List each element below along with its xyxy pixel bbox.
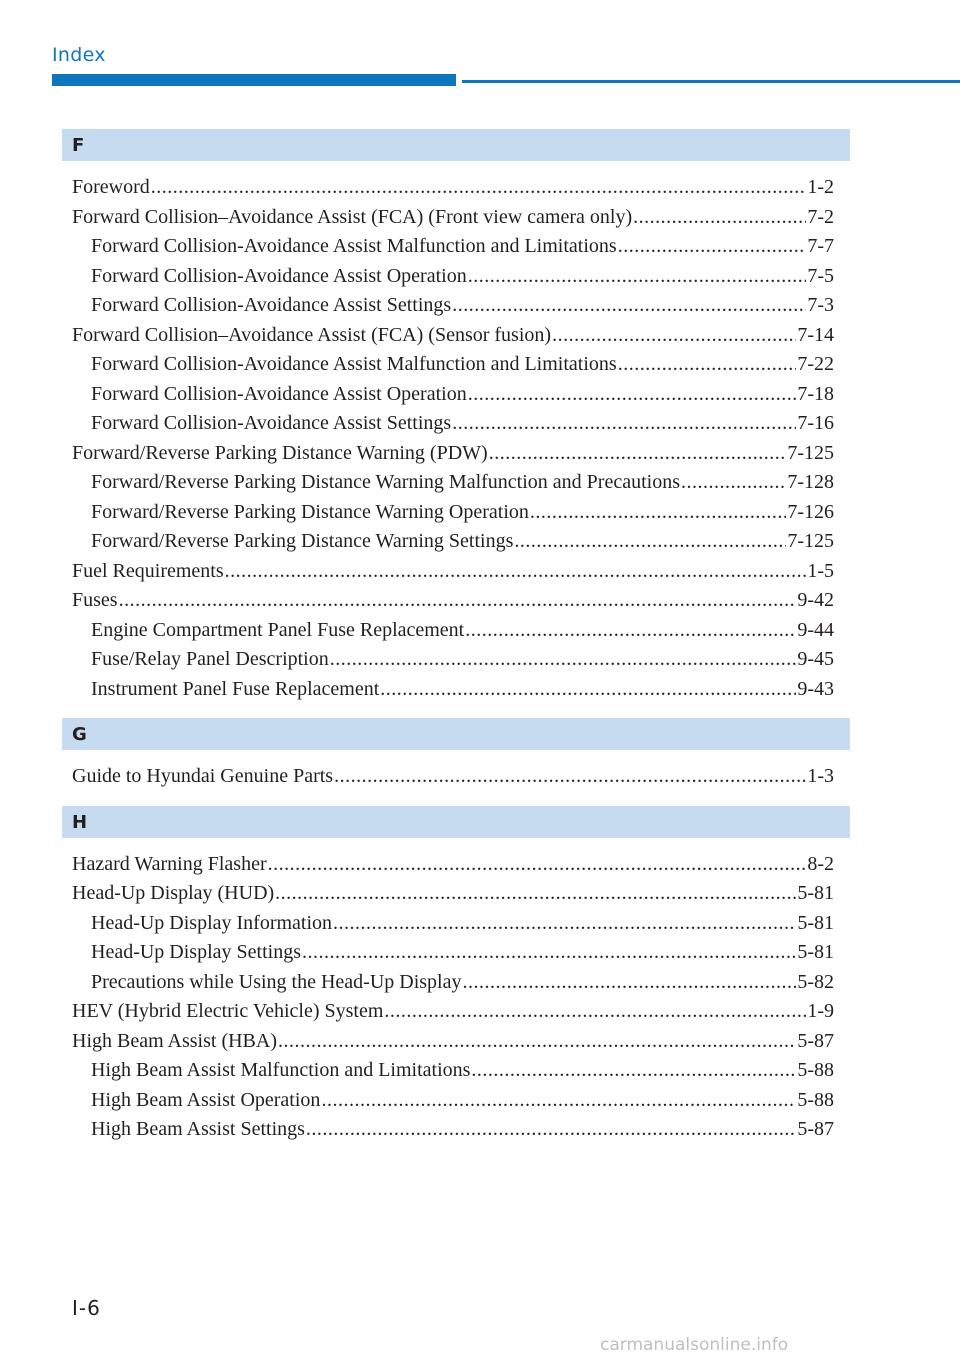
entry-label: Precautions while Using the Head-Up Display [91, 970, 462, 993]
dot-leader [489, 439, 787, 469]
entry-page-number: 5-82 [797, 970, 834, 993]
dot-leader [321, 1086, 796, 1116]
index-subentry [72, 262, 834, 292]
entry-label: Hazard Warning Flasher [72, 852, 267, 875]
entry-label: Instrument Panel Fuse Replacement [91, 677, 380, 700]
dot-leader [384, 997, 806, 1027]
index-entry-list [62, 750, 850, 806]
entry-label: Fuse/Relay Panel Description [91, 648, 329, 670]
header-rule-thick [52, 74, 456, 86]
entry-page-number: 9-44 [797, 618, 834, 641]
entry-page-number: 5-87 [797, 1029, 834, 1052]
index-entry [72, 321, 834, 351]
entry-page-number: 1-5 [807, 559, 834, 582]
entry-label: Fuses [72, 589, 118, 611]
index-entry [72, 173, 834, 203]
dot-leader [275, 879, 796, 909]
entry-label: Guide to Hyundai Genuine Parts [72, 765, 334, 787]
entry-page-number: 1-3 [807, 765, 834, 787]
index-entry [72, 997, 834, 1027]
entry-page-number: 7-128 [787, 471, 834, 493]
entry-label: High Beam Assist Settings [91, 1118, 305, 1140]
entry-label: High Beam Assist Malfunction and Limitations [91, 1059, 471, 1081]
dot-leader [334, 762, 806, 792]
entry-page-number: 7-22 [797, 353, 834, 375]
entry-page-number: 1-2 [807, 176, 834, 198]
entry-page-number: 1-9 [807, 1000, 834, 1022]
index-entry-list [62, 838, 850, 1159]
index-subentry [72, 675, 834, 705]
dot-leader [452, 291, 806, 321]
index-subentry [72, 1115, 834, 1145]
entry-label: Forward Collision-Avoidance Assist Operation [91, 264, 467, 287]
index-subentry [72, 938, 834, 968]
index-entry [72, 557, 834, 587]
index-subentry [72, 645, 834, 675]
dot-leader [462, 968, 796, 998]
entry-label: Head-Up Display Settings [91, 941, 301, 963]
dot-leader [633, 203, 806, 233]
index-entry [72, 850, 834, 880]
index-subentry [72, 1086, 834, 1116]
entry-page-number: 5-81 [797, 882, 834, 904]
index-subentry [72, 350, 834, 380]
entry-page-number: 9-45 [797, 648, 834, 670]
entry-label: Forward Collision-Avoidance Assist Operation [91, 382, 467, 405]
entry-page-number: 7-16 [797, 412, 834, 434]
index-subentry [72, 468, 834, 498]
dot-leader [452, 409, 796, 439]
entry-page-number: 7-125 [787, 441, 834, 464]
entry-label: Forward Collision–Avoidance Assist (FCA) (Sensor fusion) [72, 323, 552, 346]
entry-page-number: 5-88 [797, 1059, 834, 1081]
entry-page-number: 9-42 [797, 589, 834, 611]
entry-page-number: 5-88 [797, 1088, 834, 1111]
dot-leader [530, 498, 786, 528]
page-header-title: Index [52, 44, 106, 66]
entry-page-number: 7-2 [807, 205, 834, 228]
dot-leader [465, 616, 796, 646]
entry-label: Forward Collision–Avoidance Assist (FCA) (Front view camera only) [72, 205, 633, 228]
dot-leader [552, 321, 796, 351]
section-heading-f: F [62, 129, 850, 161]
dot-leader [306, 1115, 796, 1145]
entry-label: Foreword [72, 176, 150, 198]
dot-leader [514, 527, 786, 557]
entry-page-number: 7-18 [797, 382, 834, 405]
entry-label: Forward Collision-Avoidance Assist Settings [91, 294, 452, 316]
dot-leader [151, 173, 807, 203]
entry-page-number: 7-5 [807, 264, 834, 287]
entry-label: HEV (Hybrid Electric Vehicle) System [72, 1000, 384, 1022]
index-subentry [72, 527, 834, 557]
entry-page-number: 7-7 [807, 235, 834, 257]
entry-page-number: 9-43 [797, 677, 834, 700]
entry-page-number: 7-14 [797, 323, 834, 346]
entry-page-number: 5-81 [797, 941, 834, 963]
index-entry [72, 586, 834, 616]
dot-leader [468, 380, 797, 410]
index-subentry [72, 380, 834, 410]
dot-leader [278, 1027, 796, 1057]
entry-label: Forward/Reverse Parking Distance Warning Settings [91, 530, 514, 552]
watermark-text: carmanualsonline.info [600, 1335, 789, 1355]
entry-page-number: 8-2 [807, 852, 834, 875]
index-subentry [72, 498, 834, 528]
index-subentry [72, 909, 834, 939]
index-subentry [72, 616, 834, 646]
entry-page-number: 7-125 [787, 530, 834, 552]
entry-label: Forward Collision-Avoidance Assist Malfunction and Limitations [91, 235, 617, 257]
dot-leader [225, 557, 807, 587]
dot-leader [468, 262, 807, 292]
section-heading-h: H [62, 806, 850, 838]
entry-label: Head-Up Display (HUD) [72, 882, 275, 904]
entry-label: High Beam Assist (HBA) [72, 1029, 277, 1052]
dot-leader [681, 468, 786, 498]
index-subentry [72, 232, 834, 262]
dot-leader [330, 645, 797, 675]
entry-page-number: 7-126 [787, 500, 834, 523]
index-entry [72, 439, 834, 469]
dot-leader [471, 1056, 796, 1086]
page-number: I-6 [72, 1296, 101, 1320]
dot-leader [618, 350, 797, 380]
entry-label: Engine Compartment Panel Fuse Replacement [91, 618, 465, 641]
dot-leader [333, 909, 796, 939]
index-subentry [72, 409, 834, 439]
dot-leader [380, 675, 796, 705]
entry-label: Forward Collision-Avoidance Assist Settings [91, 412, 452, 434]
index-entry-list [62, 161, 850, 718]
entry-label: Fuel Requirements [72, 559, 224, 582]
index-entry [72, 879, 834, 909]
entry-page-number: 5-81 [797, 911, 834, 934]
index-subentry [72, 968, 834, 998]
entry-label: Forward/Reverse Parking Distance Warning Operation [91, 500, 529, 523]
entry-page-number: 7-3 [807, 294, 834, 316]
index-subentry [72, 1056, 834, 1086]
entry-label: Forward/Reverse Parking Distance Warning Malfunction and Precautions [91, 471, 680, 493]
index-content [62, 129, 850, 1159]
index-entry [72, 762, 834, 792]
dot-leader [268, 850, 807, 880]
entry-label: Forward/Reverse Parking Distance Warning (PDW) [72, 441, 488, 464]
index-entry [72, 203, 834, 233]
entry-page-number: 5-87 [797, 1118, 834, 1140]
dot-leader [302, 938, 796, 968]
section-heading-g: G [62, 718, 850, 750]
dot-leader [618, 232, 807, 262]
entry-label: Head-Up Display Information [91, 911, 333, 934]
header-rule-thin [462, 80, 960, 83]
dot-leader [119, 586, 797, 616]
index-subentry [72, 291, 834, 321]
entry-label: High Beam Assist Operation [91, 1088, 321, 1111]
entry-label: Forward Collision-Avoidance Assist Malfunction and Limitations [91, 353, 617, 375]
index-entry [72, 1027, 834, 1057]
